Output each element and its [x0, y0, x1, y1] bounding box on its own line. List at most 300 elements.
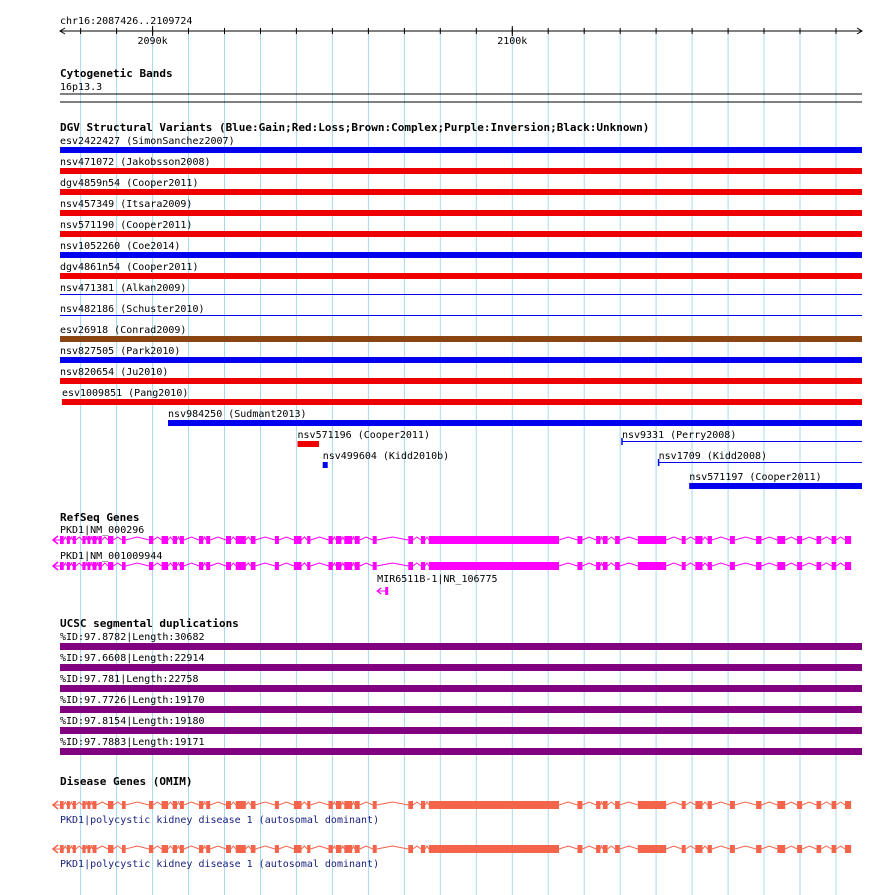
- omim-exon[interactable]: [603, 801, 608, 809]
- refseq-exon[interactable]: [162, 562, 169, 570]
- omim-exon[interactable]: [777, 845, 785, 853]
- dgv-variant[interactable]: [60, 178, 862, 195]
- omim-intron: [360, 846, 373, 849]
- omim-exon[interactable]: [408, 801, 413, 809]
- ruler-tick-label: 2090k: [137, 36, 168, 47]
- refseq-exon[interactable]: [408, 536, 413, 544]
- refseq-exon[interactable]: [577, 536, 582, 544]
- refseq-exon[interactable]: [603, 536, 608, 544]
- omim-exon[interactable]: [108, 845, 113, 853]
- omim-exon[interactable]: [708, 845, 712, 853]
- omim-exon[interactable]: [817, 801, 822, 809]
- refseq-exon[interactable]: [236, 562, 246, 570]
- omim-exon[interactable]: [797, 845, 802, 853]
- refseq-gene-label: PKD1|NM_000296: [60, 525, 145, 536]
- dgv-variant[interactable]: [60, 346, 862, 363]
- dgv-variant-label: nsv9331 (Perry2008): [621, 430, 737, 441]
- omim-exon[interactable]: [93, 801, 97, 809]
- omim-exon[interactable]: [307, 801, 310, 809]
- omim-exon[interactable]: [638, 801, 666, 809]
- refseq-intron: [341, 537, 344, 540]
- omim-exon[interactable]: [173, 801, 177, 809]
- omim-intron: [377, 802, 409, 805]
- refseq-exon[interactable]: [355, 536, 360, 544]
- refseq-exon[interactable]: [93, 562, 97, 570]
- dgv-variant[interactable]: [60, 199, 862, 216]
- refseq-exon[interactable]: [82, 536, 85, 544]
- refseq-exon[interactable]: [373, 536, 377, 544]
- omim-exon[interactable]: [329, 845, 333, 853]
- omim-exon[interactable]: [429, 801, 559, 809]
- refseq-intron: [600, 537, 603, 540]
- omim-exon[interactable]: [344, 845, 352, 853]
- segdup-item[interactable]: [60, 653, 862, 671]
- refseq-exon[interactable]: [122, 562, 126, 570]
- omim-exon[interactable]: [344, 801, 352, 809]
- omim-exon[interactable]: [777, 801, 785, 809]
- refseq-exon[interactable]: [845, 536, 851, 544]
- omim-intron: [413, 802, 421, 805]
- omim-exon[interactable]: [845, 801, 851, 809]
- omim-exon[interactable]: [615, 801, 620, 809]
- refseq-exon[interactable]: [638, 536, 666, 544]
- omim-exon[interactable]: [682, 801, 686, 809]
- refseq-exon[interactable]: [67, 562, 70, 570]
- dgv-variant-label: nsv1709 (Kidd2008): [658, 451, 768, 462]
- refseq-exon[interactable]: [615, 562, 620, 570]
- dgv-variant[interactable]: [62, 388, 862, 405]
- segdup-bar[interactable]: [60, 706, 862, 713]
- refseq-exon[interactable]: [577, 562, 582, 570]
- refseq-exon[interactable]: [99, 536, 102, 544]
- segdup-item[interactable]: [60, 695, 862, 713]
- refseq-exon[interactable]: [329, 536, 333, 544]
- omim-exon[interactable]: [122, 845, 126, 853]
- refseq-exon[interactable]: [108, 536, 113, 544]
- omim-exon[interactable]: [206, 845, 210, 853]
- omim-intron: [377, 846, 409, 849]
- refseq-exon[interactable]: [429, 536, 559, 544]
- refseq-exon[interactable]: [638, 562, 666, 570]
- refseq-intron: [279, 563, 294, 566]
- dgv-variant-bar[interactable]: [323, 462, 328, 468]
- refseq-track[interactable]: [53, 525, 851, 595]
- segdup-item[interactable]: [60, 632, 862, 650]
- omim-exon[interactable]: [355, 845, 360, 853]
- omim-exon[interactable]: [615, 845, 620, 853]
- refseq-intron: [231, 563, 236, 566]
- omim-exon[interactable]: [88, 845, 91, 853]
- segdup-bar[interactable]: [60, 664, 862, 671]
- dgv-variant-bar[interactable]: [689, 483, 862, 489]
- dgv-variant[interactable]: [622, 430, 862, 445]
- refseq-exon[interactable]: [817, 536, 822, 544]
- omim-intron: [203, 802, 206, 805]
- refseq-exon[interactable]: [756, 536, 761, 544]
- refseq-intron: [70, 537, 73, 540]
- dgv-variant[interactable]: [60, 262, 862, 279]
- omim-exon[interactable]: [149, 801, 153, 809]
- omim-exon[interactable]: [603, 845, 608, 853]
- omim-exon[interactable]: [408, 845, 413, 853]
- segdup-label: %ID:97.7726|Length:19170: [60, 695, 205, 706]
- omim-exon[interactable]: [180, 801, 184, 809]
- refseq-exon[interactable]: [596, 562, 600, 570]
- omim-exon[interactable]: [162, 801, 169, 809]
- omim-exon[interactable]: [67, 845, 70, 853]
- refseq-exon[interactable]: [236, 536, 246, 544]
- refseq-intron: [377, 537, 409, 540]
- refseq-intron: [255, 537, 275, 540]
- refseq-exon[interactable]: [832, 562, 837, 570]
- refseq-intron: [311, 537, 329, 540]
- omim-exon[interactable]: [199, 845, 203, 853]
- refseq-intron: [785, 563, 797, 566]
- refseq-gene[interactable]: [53, 525, 851, 544]
- omim-exon[interactable]: [93, 845, 97, 853]
- segdup-item[interactable]: [60, 716, 862, 734]
- dgv-variant[interactable]: [60, 325, 862, 342]
- omim-exon[interactable]: [336, 845, 341, 853]
- refseq-exon[interactable]: [199, 536, 203, 544]
- omim-exon[interactable]: [730, 801, 735, 809]
- refseq-exon[interactable]: [344, 562, 352, 570]
- dgv-variant-bar[interactable]: [60, 210, 862, 216]
- omim-exon[interactable]: [149, 845, 153, 853]
- refseq-intron: [666, 563, 682, 566]
- dgv-variant-bar[interactable]: [60, 273, 862, 279]
- refseq-intron: [64, 537, 67, 540]
- omim-exon[interactable]: [695, 845, 702, 853]
- refseq-exon[interactable]: [777, 562, 785, 570]
- refseq-exon[interactable]: [336, 562, 341, 570]
- refseq-exon[interactable]: [251, 562, 256, 570]
- omim-intron: [76, 846, 82, 849]
- refseq-exon[interactable]: [99, 562, 102, 570]
- refseq-exon[interactable]: [307, 562, 310, 570]
- refseq-exon[interactable]: [845, 562, 851, 570]
- segdup-bar[interactable]: [60, 643, 862, 650]
- refseq-exon[interactable]: [730, 562, 735, 570]
- omim-exon[interactable]: [355, 801, 360, 809]
- omim-exon[interactable]: [226, 801, 231, 809]
- refseq-exon[interactable]: [682, 562, 686, 570]
- omim-exon[interactable]: [180, 845, 184, 853]
- refseq-exon[interactable]: [206, 536, 210, 544]
- dgv-variant-bar[interactable]: [60, 336, 862, 342]
- omim-exon[interactable]: [429, 845, 559, 853]
- segdup-bar[interactable]: [60, 748, 862, 755]
- refseq-exon[interactable]: [421, 536, 425, 544]
- dgv-variant[interactable]: [60, 304, 862, 316]
- segdup-label: %ID:97.8154|Length:19180: [60, 716, 205, 727]
- refseq-exon[interactable]: [615, 536, 620, 544]
- omim-exon[interactable]: [226, 845, 231, 853]
- omim-exon[interactable]: [236, 845, 246, 853]
- omim-exon[interactable]: [797, 801, 802, 809]
- refseq-exon[interactable]: [294, 562, 302, 570]
- omim-exon[interactable]: [173, 845, 177, 853]
- omim-intron: [425, 846, 429, 849]
- segdup-bar[interactable]: [60, 727, 862, 734]
- refseq-exon[interactable]: [173, 536, 177, 544]
- refseq-intron: [360, 563, 373, 566]
- refseq-intron: [559, 563, 577, 566]
- omim-exon[interactable]: [251, 845, 256, 853]
- omim-exon[interactable]: [82, 845, 85, 853]
- dgv-variant-bar[interactable]: [298, 441, 320, 447]
- refseq-intron: [126, 563, 149, 566]
- dgv-variant[interactable]: [60, 157, 862, 174]
- refseq-exon[interactable]: [162, 536, 169, 544]
- refseq-intron: [90, 563, 92, 566]
- omim-exon[interactable]: [82, 801, 85, 809]
- refseq-exon[interactable]: [307, 536, 310, 544]
- omim-track[interactable]: [53, 801, 851, 870]
- dgv-variant-bar[interactable]: [60, 252, 862, 258]
- segdup-bar[interactable]: [60, 685, 862, 692]
- dgv-variant[interactable]: [60, 241, 862, 258]
- dgv-variant[interactable]: [60, 283, 862, 295]
- refseq-exon[interactable]: [355, 562, 360, 570]
- refseq-exon[interactable]: [251, 536, 256, 544]
- refseq-intron: [821, 537, 831, 540]
- omim-intron: [279, 802, 294, 805]
- omim-exon[interactable]: [73, 845, 76, 853]
- refseq-exon[interactable]: [777, 536, 785, 544]
- refseq-intron: [86, 563, 88, 566]
- dgv-variant[interactable]: [323, 451, 449, 468]
- dgv-variant-bar[interactable]: [168, 420, 862, 426]
- omim-exon[interactable]: [845, 845, 851, 853]
- dgv-variant-bar[interactable]: [60, 147, 862, 153]
- dgv-variant[interactable]: [659, 451, 862, 466]
- omim-exon[interactable]: [294, 845, 302, 853]
- dgv-track[interactable]: [60, 136, 862, 489]
- dgv-variant-label: nsv571190 (Cooper2011): [60, 220, 193, 231]
- omim-exon[interactable]: [88, 801, 91, 809]
- omim-exon[interactable]: [329, 801, 333, 809]
- refseq-exon[interactable]: [180, 536, 184, 544]
- omim-exon[interactable]: [206, 801, 210, 809]
- refseq-exon[interactable]: [329, 562, 333, 570]
- segdup-track[interactable]: [60, 632, 862, 755]
- refseq-exon[interactable]: [67, 536, 70, 544]
- dgv-variant[interactable]: [60, 367, 862, 384]
- omim-exon[interactable]: [708, 801, 712, 809]
- refseq-exon[interactable]: [226, 562, 231, 570]
- refseq-exon[interactable]: [708, 536, 712, 544]
- omim-exon[interactable]: [162, 845, 169, 853]
- refseq-intron: [64, 563, 67, 566]
- omim-exon[interactable]: [832, 801, 837, 809]
- refseq-exon[interactable]: [832, 536, 837, 544]
- refseq-exon[interactable]: [596, 536, 600, 544]
- dgv-variant[interactable]: [60, 220, 862, 237]
- omim-exon[interactable]: [275, 801, 279, 809]
- refseq-intron: [703, 537, 708, 540]
- refseq-exon[interactable]: [88, 536, 91, 544]
- refseq-intron: [246, 537, 251, 540]
- omim-exon[interactable]: [307, 845, 310, 853]
- refseq-exon[interactable]: [682, 536, 686, 544]
- omim-exon[interactable]: [577, 801, 582, 809]
- omim-gene[interactable]: [53, 845, 851, 870]
- refseq-exon[interactable]: [294, 536, 302, 544]
- refseq-exon[interactable]: [336, 536, 341, 544]
- refseq-gene[interactable]: [53, 551, 851, 570]
- omim-intron: [341, 846, 344, 849]
- refseq-exon[interactable]: [73, 536, 76, 544]
- omim-exon[interactable]: [638, 845, 666, 853]
- refseq-intron: [802, 563, 816, 566]
- omim-exon[interactable]: [756, 845, 761, 853]
- omim-intron: [608, 846, 616, 849]
- refseq-exon[interactable]: [122, 536, 126, 544]
- omim-intron: [70, 846, 73, 849]
- omim-exon[interactable]: [596, 801, 600, 809]
- omim-exon[interactable]: [695, 801, 702, 809]
- refseq-intron: [203, 537, 206, 540]
- refseq-exon[interactable]: [756, 562, 761, 570]
- refseq-exon[interactable]: [93, 536, 97, 544]
- refseq-intron: [377, 563, 409, 566]
- refseq-exon[interactable]: [108, 562, 113, 570]
- dgv-variant-label: nsv571196 (Cooper2011): [297, 430, 430, 441]
- refseq-exon[interactable]: [88, 562, 91, 570]
- omim-intron: [666, 802, 682, 805]
- omim-exon[interactable]: [73, 801, 76, 809]
- refseq-intron: [333, 537, 336, 540]
- refseq-exon[interactable]: [730, 536, 735, 544]
- dgv-variant-label: nsv457349 (Itsara2009): [60, 199, 193, 210]
- omim-intron: [126, 802, 149, 805]
- refseq-intron: [184, 563, 199, 566]
- omim-exon[interactable]: [832, 845, 837, 853]
- omim-intron: [64, 846, 67, 849]
- omim-intron: [802, 802, 816, 805]
- refseq-exon[interactable]: [206, 562, 210, 570]
- refseq-exon[interactable]: [603, 562, 608, 570]
- omim-exon[interactable]: [756, 801, 761, 809]
- refseq-intron: [836, 563, 845, 566]
- dgv-variant[interactable]: [60, 136, 862, 153]
- refseq-exon[interactable]: [82, 562, 85, 570]
- refseq-exon[interactable]: [275, 536, 279, 544]
- dgv-variant-bar[interactable]: [60, 378, 862, 384]
- omim-exon[interactable]: [122, 801, 126, 809]
- refseq-intron: [302, 563, 308, 566]
- dgv-variant-bar[interactable]: [60, 357, 862, 363]
- omim-intron: [168, 846, 173, 849]
- refseq-intron: [785, 537, 797, 540]
- dgv-variant-bar[interactable]: [60, 189, 862, 195]
- refseq-exon[interactable]: [173, 562, 177, 570]
- refseq-exon[interactable]: [408, 562, 413, 570]
- refseq-intron: [153, 563, 161, 566]
- refseq-exon[interactable]: [817, 562, 822, 570]
- refseq-exon[interactable]: [275, 562, 279, 570]
- refseq-exon[interactable]: [373, 562, 377, 570]
- omim-exon[interactable]: [236, 801, 246, 809]
- refseq-exon[interactable]: [180, 562, 184, 570]
- omim-exon[interactable]: [682, 845, 686, 853]
- omim-gene[interactable]: [53, 801, 851, 826]
- refseq-intron: [608, 537, 616, 540]
- omim-exon[interactable]: [373, 801, 377, 809]
- dgv-variant-bar[interactable]: [62, 399, 862, 405]
- cytoband-track[interactable]: [60, 67, 862, 102]
- segdup-item[interactable]: [60, 737, 862, 755]
- dgv-variant-bar[interactable]: [60, 168, 862, 174]
- omim-exon[interactable]: [421, 801, 425, 809]
- omim-exon[interactable]: [275, 845, 279, 853]
- refseq-gene[interactable]: [377, 574, 497, 595]
- refseq-intron: [210, 563, 226, 566]
- dgv-variant-bar[interactable]: [60, 231, 862, 237]
- omim-exon[interactable]: [67, 801, 70, 809]
- omim-exon[interactable]: [373, 845, 377, 853]
- refseq-exon[interactable]: [149, 562, 153, 570]
- refseq-exon[interactable]: [695, 536, 702, 544]
- omim-exon[interactable]: [294, 801, 302, 809]
- omim-exon[interactable]: [730, 845, 735, 853]
- omim-intron: [352, 846, 355, 849]
- omim-exon[interactable]: [421, 845, 425, 853]
- omim-intron: [231, 846, 236, 849]
- omim-exon[interactable]: [577, 845, 582, 853]
- locus-label: chr16:2087426..2109724: [60, 16, 193, 27]
- refseq-exon[interactable]: [708, 562, 712, 570]
- refseq-exon[interactable]: [73, 562, 76, 570]
- omim-intron: [97, 802, 109, 805]
- omim-intron: [620, 846, 638, 849]
- refseq-intron: [255, 563, 275, 566]
- omim-intron: [255, 802, 275, 805]
- omim-intron: [231, 802, 236, 805]
- refseq-exon[interactable]: [344, 536, 352, 544]
- refseq-exon[interactable]: [226, 536, 231, 544]
- refseq-exon[interactable]: [421, 562, 425, 570]
- refseq-exon[interactable]: [797, 562, 802, 570]
- refseq-intron: [666, 537, 682, 540]
- omim-intron: [86, 846, 88, 849]
- dgv-variant[interactable]: [168, 409, 862, 426]
- omim-intron: [70, 802, 73, 805]
- refseq-exon[interactable]: [429, 562, 559, 570]
- omim-exon[interactable]: [336, 801, 341, 809]
- segdup-item[interactable]: [60, 674, 862, 692]
- refseq-exon[interactable]: [695, 562, 702, 570]
- omim-exon[interactable]: [199, 801, 203, 809]
- omim-intron: [64, 802, 67, 805]
- refseq-exon[interactable]: [149, 536, 153, 544]
- omim-exon[interactable]: [251, 801, 256, 809]
- dgv-variant[interactable]: [298, 430, 430, 447]
- refseq-intron: [821, 563, 831, 566]
- omim-exon[interactable]: [817, 845, 822, 853]
- refseq-intron: [413, 563, 421, 566]
- refseq-intron: [203, 563, 206, 566]
- omim-intron: [352, 802, 355, 805]
- omim-intron: [559, 802, 577, 805]
- refseq-exon[interactable]: [199, 562, 203, 570]
- refseq-exon[interactable]: [797, 536, 802, 544]
- omim-exon[interactable]: [596, 845, 600, 853]
- refseq-intron: [210, 537, 226, 540]
- omim-exon[interactable]: [108, 801, 113, 809]
- omim-intron: [76, 802, 82, 805]
